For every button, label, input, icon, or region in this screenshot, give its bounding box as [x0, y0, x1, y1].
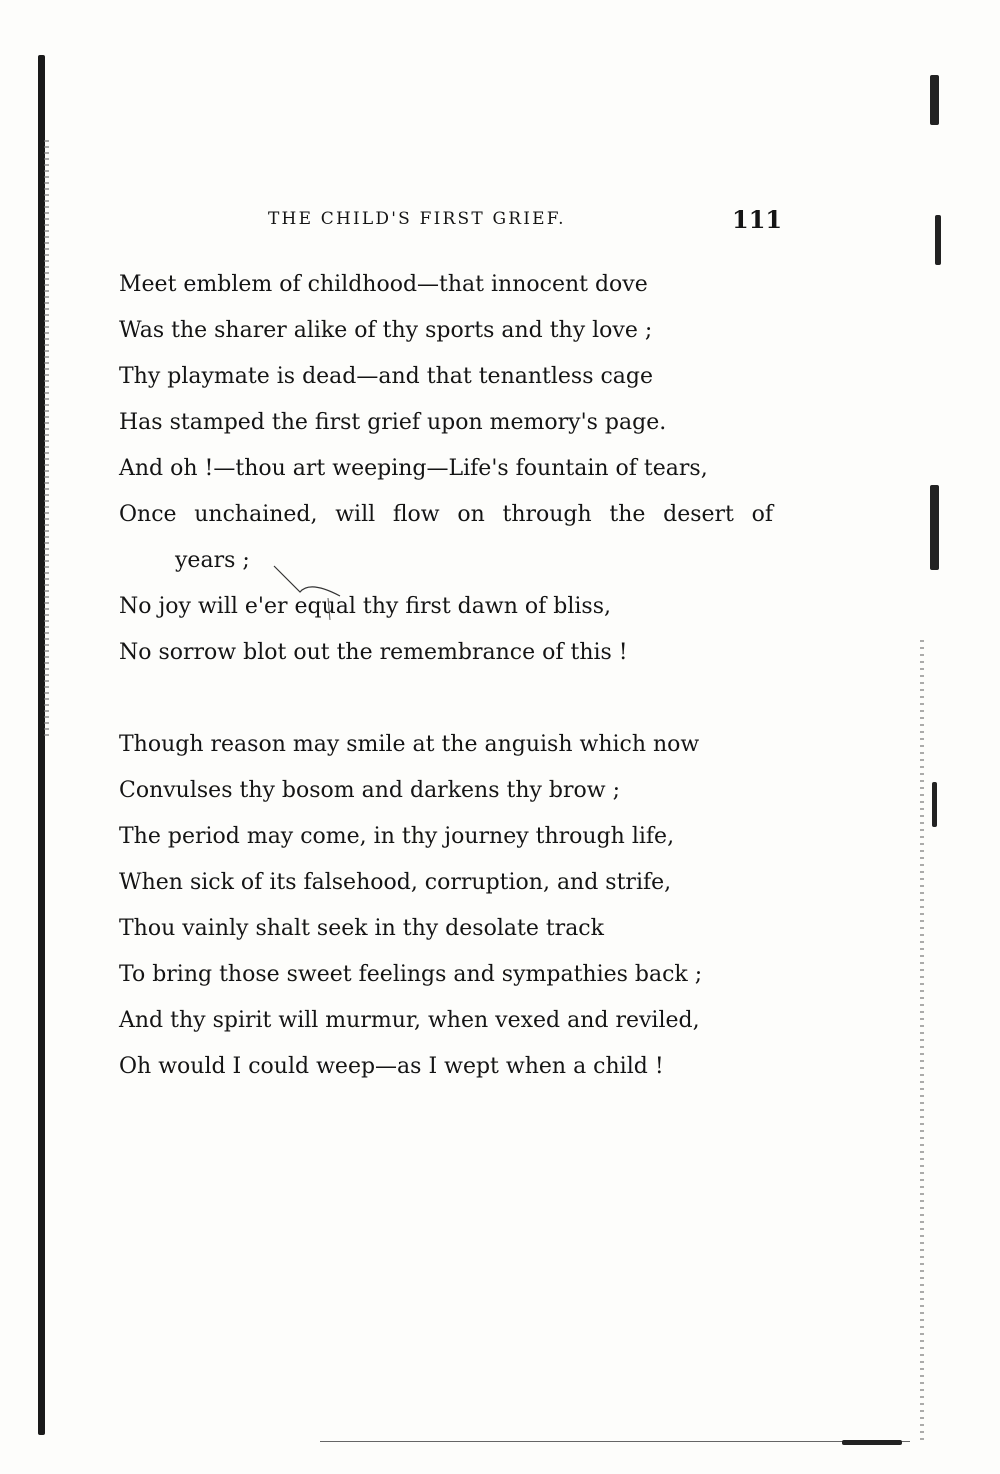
running-header: [260, 205, 783, 235]
poem-line: The period may come, in thy journey through life,: [119, 824, 675, 849]
bottom-rule: [320, 1441, 910, 1442]
running-title: THE CHILD'S FIRST GRIEF.: [268, 209, 566, 229]
edge-mark: [930, 75, 939, 125]
stanza-2: [119, 722, 799, 1090]
poem-line: Once unchained, will flow on through the desert of: [119, 502, 773, 527]
stanza-1: [119, 262, 799, 676]
poem-line: Convulses thy bosom and darkens thy brow ;: [119, 778, 621, 803]
poem-line: No sorrow blot out the remembrance of this !: [119, 640, 628, 665]
poem-line: Though reason may smile at the anguish which now: [119, 732, 700, 757]
poem-line: To bring those sweet feelings and sympathies back ;: [119, 962, 703, 987]
page-number: 111: [732, 205, 783, 234]
poem-line: Has stamped the first grief upon memory's page.: [119, 410, 667, 435]
poem-line: And oh !—thou art weeping—Life's fountain of tears,: [119, 456, 708, 481]
edge-mark: [935, 215, 941, 265]
poem-line: And thy spirit will murmur, when vexed and reviled,: [119, 1008, 700, 1033]
poem-line: Was the sharer alike of thy sports and thy love ;: [119, 318, 653, 343]
pencil-annotation: [270, 560, 390, 630]
poem-line: No joy will e'er equal thy first dawn of bliss,: [119, 594, 611, 619]
poem-line: Oh would I could weep—as I wept when a child !: [119, 1054, 664, 1079]
poem-line-turnover: years ;: [175, 548, 250, 573]
edge-mark: [930, 485, 939, 570]
stanza-break: [119, 676, 799, 722]
poem-line: Thou vainly shalt seek in thy desolate track: [119, 916, 604, 941]
binding-edge-right-texture: [920, 640, 924, 1440]
edge-mark: [932, 782, 937, 827]
poem-line: When sick of its falsehood, corruption, and strife,: [119, 870, 672, 895]
poem-line: Meet emblem of childhood—that innocent dove: [119, 272, 648, 297]
binding-edge-texture: [44, 140, 49, 740]
poem-body: [119, 262, 799, 1090]
ink-blot: [842, 1440, 902, 1445]
poem-line: Thy playmate is dead—and that tenantless cage: [119, 364, 654, 389]
